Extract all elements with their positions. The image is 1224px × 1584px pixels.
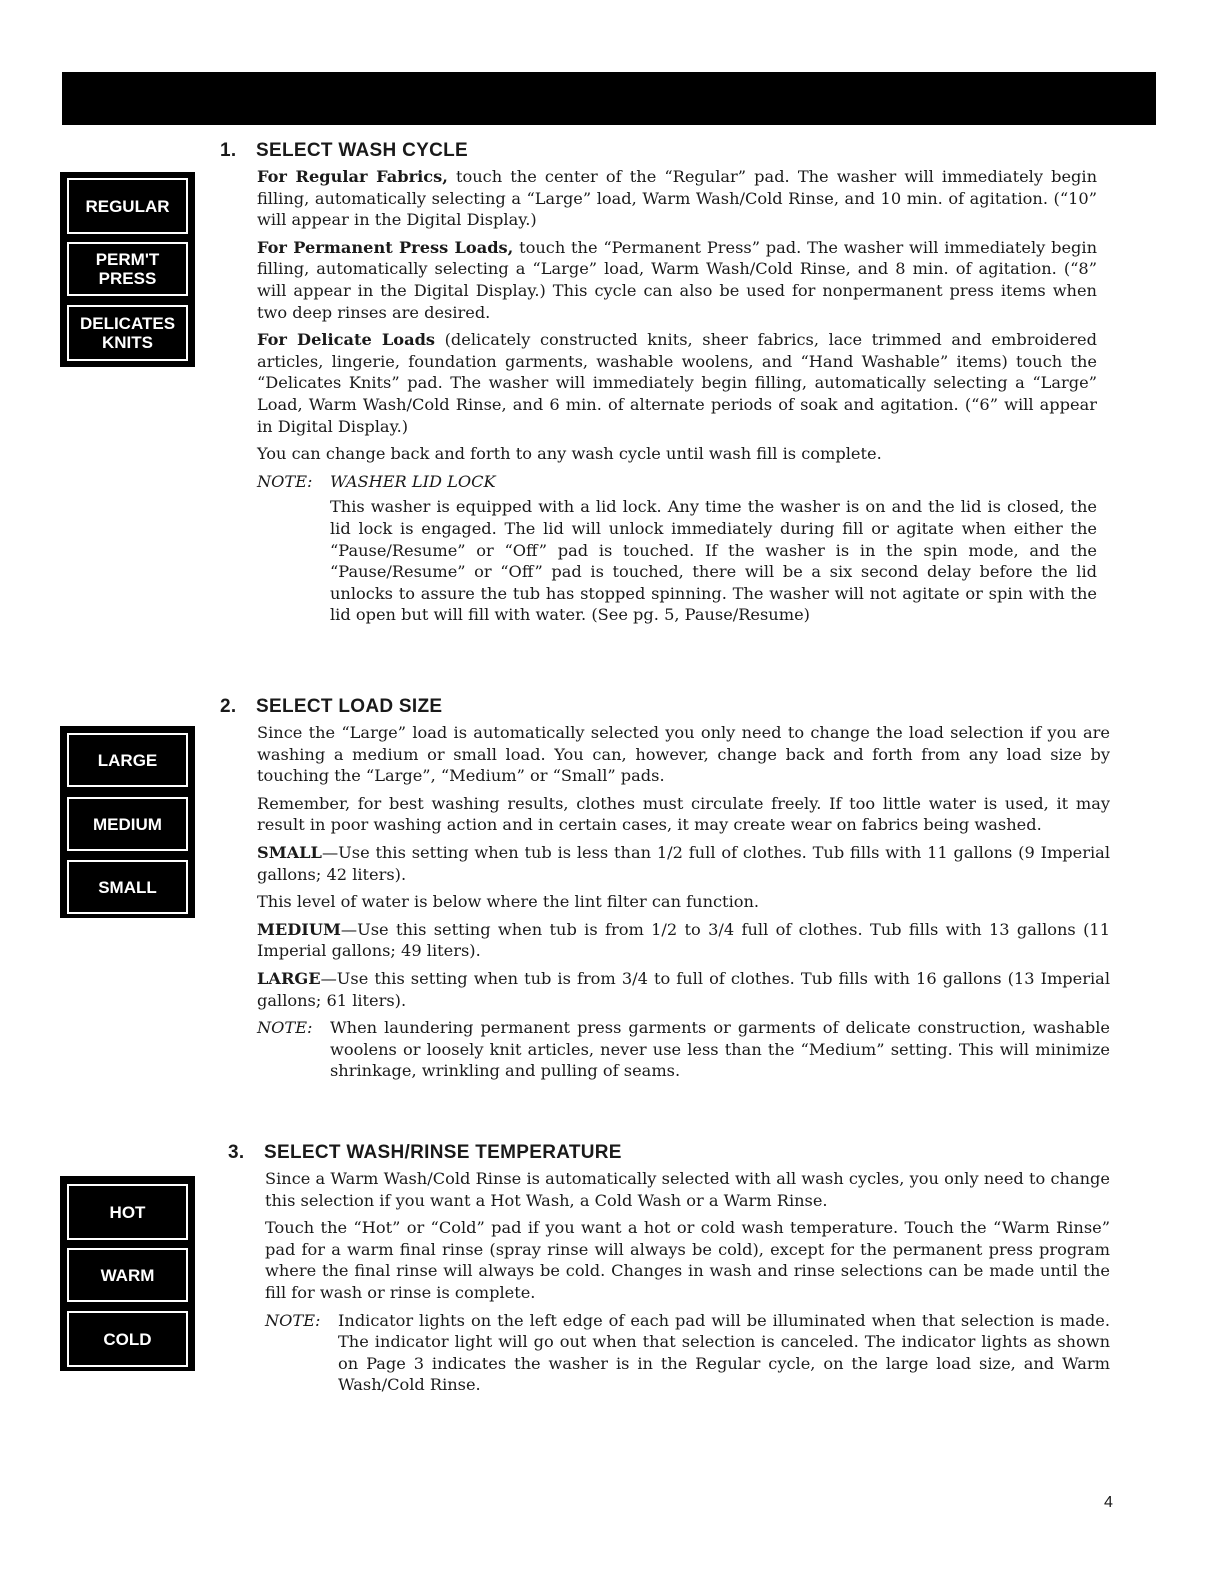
header-bar <box>62 72 1156 125</box>
delicate-loads-lead: For Delicate Loads <box>257 330 435 350</box>
section-select-load-size <box>220 696 1110 1086</box>
note-label: NOTE: <box>257 471 313 491</box>
section-3-heading <box>228 1142 1110 1164</box>
section-1-title: SELECT WASH CYCLE <box>256 140 469 161</box>
change-cycle-paragraph: You can change back and forth to any wash cycle until wash fill is complete. <box>257 444 882 464</box>
lid-lock-note-text: This washer is equipped with a lid lock. Any time the washer is on and the lid is closed, the lid lock is engaged. The lid will unlock immediately during fill or agitate when either the “Pause/Resume” or “Off” pad is touched. If the washer is in the spin mode, and the “Pause/Resume” or “Off” pad is touched, there will be a six second delay before the lid unlocks to assure the tub has stopped spinning. The washer will not agitate or spin with the lid open but will fill with water. (See pg. 5, Pause/Resume) <box>330 497 1097 625</box>
permanent-press-pad-label-line2: PRESS <box>98 269 157 288</box>
delicates-pad-label-line2: KNITS <box>101 333 153 352</box>
regular-pad-label: REGULAR <box>85 196 170 216</box>
regular-fabrics-lead: For Regular Fabrics, <box>257 167 448 186</box>
large-setting-paragraph <box>257 968 1110 1011</box>
regular-fabrics-paragraph <box>257 166 1097 231</box>
medium-pad[interactable] <box>67 797 188 851</box>
temperature-intro-paragraph: Since a Warm Wash/Cold Rinse is automatically selected with all wash cycles, you only need to change this selection if you want a Hot Wash, a Cold Wash or a Warm Rinse. <box>265 1169 1110 1210</box>
medium-setting-lead: MEDIUM <box>257 919 341 939</box>
small-pad[interactable] <box>67 860 188 914</box>
delicates-pad-label-line1: DELICATES <box>79 314 176 333</box>
section-2-number: 2. <box>220 696 237 717</box>
medium-setting-text: —Use this setting when tub is from 1/2 to 3/4 full of clothes. Tub fills with 13 gallons (11 Imperial gallons; 49 liters). <box>257 919 1110 961</box>
permanent-press-text: touch the “Permanent Press” pad. The washer will immediately begin filling, automatically selecting a “Large” load, Warm Wash/Cold Rinse, and 8 min. of agitation. (“8” will appear in the Digital Display.) This cycle can also be used for nonpermanent press items when two deep rinses are desired. <box>257 237 1098 322</box>
permanent-press-lead: For Permanent Press Loads, <box>257 237 514 257</box>
section-1-number: 1. <box>220 140 237 161</box>
section-3-number: 3. <box>228 1142 245 1163</box>
delicates-knits-pad[interactable] <box>67 305 188 361</box>
cold-pad[interactable] <box>67 1311 188 1367</box>
small-setting-text: —Use this setting when tub is less than 1/2 full of clothes. Tub fills with 11 gallons (9 Imperial gallons; 42 liters). <box>257 842 1110 884</box>
large-pad-label: LARGE <box>97 750 158 770</box>
large-pad[interactable] <box>67 733 188 787</box>
medium-setting-paragraph <box>257 919 1110 962</box>
lid-lock-note-header <box>257 471 1097 493</box>
medium-pad-label: MEDIUM <box>93 814 162 834</box>
large-setting-lead: LARGE <box>257 968 321 988</box>
permanent-press-pad-label-line1: PERM'T <box>95 250 160 269</box>
note-label: NOTE: <box>265 1310 321 1330</box>
delicate-loads-text: (delicately constructed knits, sheer fabrics, lace trimmed and embroidered articles, lingerie, foundation garments, washable woolens, and “Hand Washable” items) touch the “Delicates Knits” pad. The washer will immediately begin filling, automatically selecting a “Large” Load, Warm Wash/Cold Rinse, and 6 min. of alternate periods of soak and agitation. (“6” will appear in Digital Display.) <box>257 330 1097 436</box>
section-select-wash-cycle <box>220 140 1097 632</box>
regular-fabrics-text: touch the center of the “Regular” pad. The washer will immediately begin filling, automatically selecting a “Large” load, Warm Wash/Cold Rinse, and 10 min. of agitation. (“10” will appear in the Digital Display.) <box>257 167 1098 230</box>
lid-lock-note-title: WASHER LID LOCK <box>330 471 496 491</box>
load-size-note <box>257 1017 1110 1082</box>
delicate-loads-paragraph <box>257 329 1097 437</box>
load-intro-paragraph: Since the “Large” load is automatically selected you only need to change the load selection if you are washing a medium or small load. You can, however, change back and forth from any load size by touching the “Large”, “Medium” or “Small” pads. <box>257 723 1110 786</box>
load-size-panel <box>60 726 195 918</box>
large-setting-text: —Use this setting when tub is from 3/4 to full of clothes. Tub fills with 16 gallons (13 Imperial gallons; 61 liters). <box>257 968 1110 1010</box>
note-label: NOTE: <box>257 1018 313 1038</box>
section-3-title: SELECT WASH/RINSE TEMPERATURE <box>264 1142 622 1163</box>
circulate-paragraph: Remember, for best washing results, clothes must circulate freely. If too little water is used, it may result in poor washing action and in certain cases, it may create wear on fabrics being washed. <box>257 793 1110 835</box>
section-select-wash-rinse-temperature <box>228 1142 1110 1400</box>
hot-pad[interactable] <box>67 1184 188 1240</box>
load-size-note-text: When laundering permanent press garments or garments of delicate construction, washable woolens or loosely knit articles, never use less than the “Medium” setting. This will minimize shrinkage, wrinkling and pulling of seams. <box>330 1018 1110 1081</box>
page-number: 4 <box>1104 1494 1113 1511</box>
permanent-press-paragraph <box>257 237 1097 323</box>
section-2-title: SELECT LOAD SIZE <box>256 696 443 717</box>
regular-pad[interactable] <box>67 178 188 234</box>
small-setting-paragraph <box>257 842 1110 885</box>
indicator-lights-note <box>265 1310 1110 1396</box>
cold-pad-label: COLD <box>103 1329 152 1349</box>
lint-filter-paragraph: This level of water is below where the lint filter can function. <box>257 892 760 912</box>
hot-pad-label: HOT <box>109 1202 146 1222</box>
section-2-heading <box>220 696 1110 718</box>
hot-cold-paragraph: Touch the “Hot” or “Cold” pad if you want a hot or cold wash temperature. Touch the “Warm Rinse” pad for a warm final rinse (spray rinse will always be cold), except for the permanent press program where the final rinse will always be cold. Changes in wash and rinse selections can be made until the fill for wash or rinse is complete. <box>265 1218 1110 1302</box>
indicator-lights-note-text: Indicator lights on the left edge of each pad will be illuminated when that selection is made. The indicator light will go out when that selection is canceled. The indicator lights as shown on Page 3 indicates the washer is in the Regular cycle, on the large load size, and Warm Wash/Cold Rinse. <box>338 1310 1110 1395</box>
section-1-heading <box>220 140 1097 162</box>
temperature-panel <box>60 1176 195 1371</box>
wash-cycle-panel <box>60 172 195 367</box>
warm-pad[interactable] <box>67 1248 188 1302</box>
small-pad-label: SMALL <box>98 877 157 897</box>
warm-pad-label: WARM <box>100 1265 155 1285</box>
permanent-press-pad[interactable] <box>67 242 188 296</box>
small-setting-lead: SMALL <box>257 842 322 862</box>
